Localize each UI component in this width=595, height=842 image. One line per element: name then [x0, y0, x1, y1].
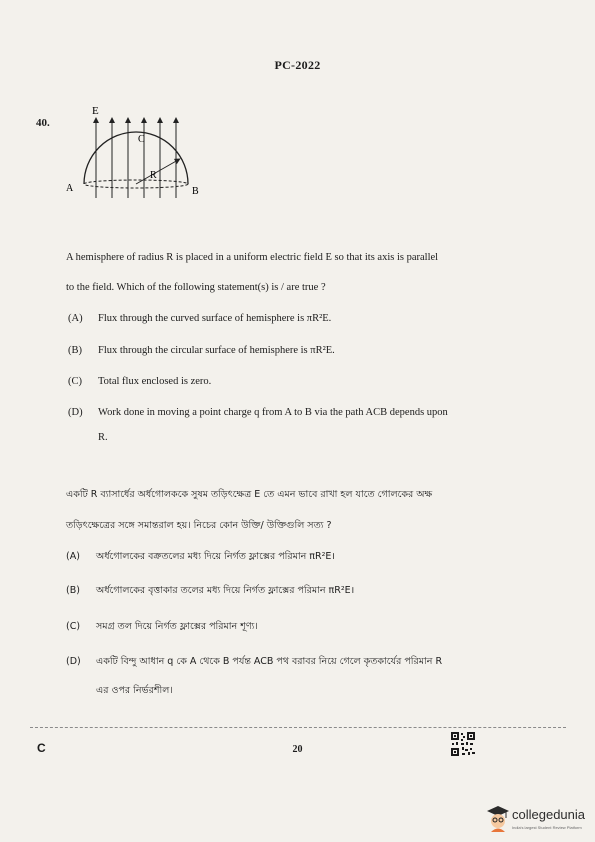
question-text-en-line1: A hemisphere of radius R is placed in a uniform electric field E so that its axis is parallel — [66, 252, 439, 263]
hemisphere-figure — [60, 102, 210, 207]
option-text: Work done in moving a point charge q from A to B via the path ACB depends upon — [98, 407, 448, 418]
student-mascot-icon — [486, 805, 510, 833]
option-label: (A) — [68, 313, 83, 324]
option-text: Flux through the curved surface of hemisphere is πR²E. — [98, 313, 332, 324]
option-label: (C) — [68, 376, 82, 387]
question-text-bn-line2: তড়িৎক্ষেত্রের সঙ্গে সমান্তরাল হয়। নিচের কোন উক্তি/ উক্তিগুলি সত্য ? — [66, 520, 332, 531]
qr-code-icon — [450, 731, 476, 757]
label-c: C — [138, 134, 145, 145]
option-text: অর্ধগোলকের বক্রতলের মধ্য দিয়ে নির্গত ফ্লাক্সের পরিমান πR²E। — [96, 551, 336, 562]
question-text-bn-line1: একটি R ব্যাসার্ধের অর্ধগোলককে সুষম তড়িৎক্ষেত্র E তে এমন ভাবে রাখা হল যাতে গোলকের অক্ষ — [66, 489, 433, 500]
option-label: (C) — [66, 621, 81, 632]
brand-tagline: India's largest Student Review Platform — [512, 825, 582, 830]
option-d-en — [68, 407, 448, 418]
brand-name: collegedunia — [512, 807, 586, 822]
paper-code: PC-2022 — [274, 58, 321, 72]
question-number: 40. — [36, 117, 50, 129]
question-text-en-line2: to the field. Which of the following statement(s) is / are true ? — [66, 282, 326, 293]
option-text: Flux through the circular surface of hemisphere is πR²E. — [98, 345, 335, 356]
footer-divider — [30, 727, 566, 728]
option-label: (D) — [66, 656, 81, 667]
option-text: অর্ধগোলকের বৃত্তাকার তলের মধ্য দিয়ে নির্গত ফ্লাক্সের পরিমান πR²E। — [96, 585, 355, 596]
option-label: (B) — [68, 345, 82, 356]
set-code: C — [37, 741, 46, 755]
option-label: (D) — [68, 407, 83, 418]
option-label: (B) — [66, 585, 80, 596]
label-r: R — [150, 170, 157, 181]
option-a-bn — [66, 550, 335, 564]
page-number: 20 — [292, 744, 303, 755]
option-b-bn — [66, 584, 354, 598]
label-b: B — [192, 186, 199, 197]
label-e: E — [92, 105, 99, 117]
option-d-bn-cont: এর ওপর নির্ভরশীল। — [96, 685, 173, 696]
option-b-en — [68, 345, 335, 356]
label-a: A — [66, 183, 74, 194]
option-d-bn — [66, 655, 442, 669]
option-text: Total flux enclosed is zero. — [98, 376, 212, 387]
option-label: (A) — [66, 551, 80, 562]
option-d-en-cont: R. — [98, 432, 108, 443]
option-c-bn — [66, 620, 258, 634]
option-text: একটি বিন্দু আধান q কে A থেকে B পর্যন্ত ACB পথ বরাবর নিয়ে গেলে কৃতকার্যের পরিমান R — [96, 656, 443, 667]
option-a-en — [68, 313, 331, 324]
option-c-en — [68, 376, 211, 387]
collegedunia-brand — [486, 805, 586, 838]
option-text: সমগ্র তল দিয়ে নির্গত ফ্লাক্সের পরিমান শূণ্য। — [96, 621, 258, 632]
